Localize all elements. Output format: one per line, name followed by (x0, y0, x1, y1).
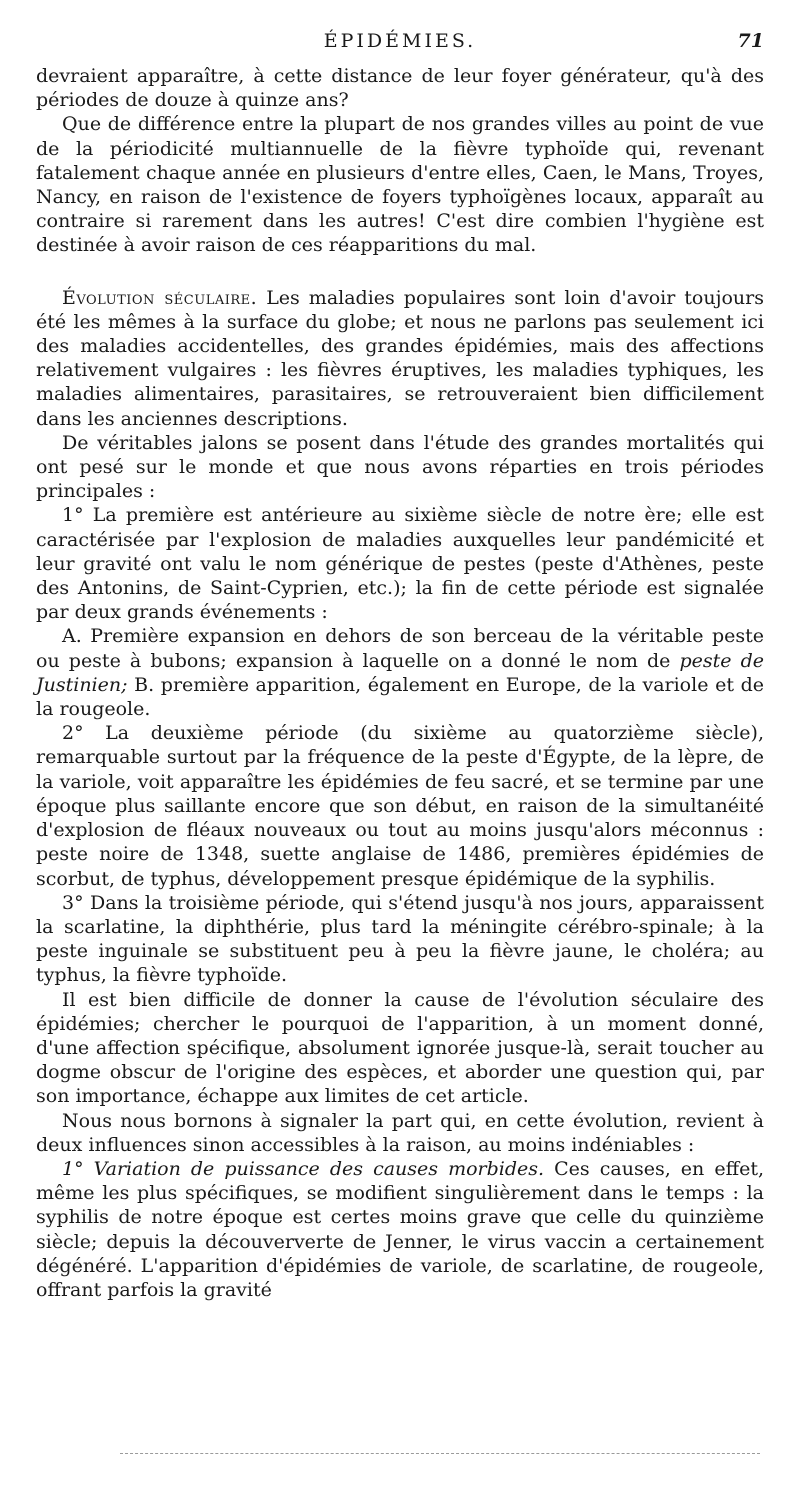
paragraph-first-period: 1° La première est antérieure au sixième siècle de notre ère; elle est caractérisée par l'explosion de maladies auxquelles leur pandémicité et leur gravité ont valu le nom générique de pestes (peste d'Athènes, peste des Antonins, de Saint-Cyprien, etc.); la fin de cette période est signalée par deux grands événements : (36, 504, 764, 624)
italic-term: peste de Justinien; (36, 649, 764, 696)
paragraph-periodicity: Que de différence entre la plupart de nos grandes villes au point de vue de la périodicité multiannuelle de la fièvre typhoïde qui, revenant fatalement chaque année en plusieurs d'entre elles, Caen, le Mans, Troyes, Nancy, en raison de l'existence de foyers typhoïgènes locaux, apparaît au contraire si rarement dans les autres! C'est dire combien l'hygiène est destinée à avoir raison de ces réapparitions du mal. (36, 113, 764, 257)
paragraph-second-period: 2° La deuxième période (du sixième au quatorzième siècle), remarquable surtout par la fréquence de la peste d'Égypte, de la lèpre, de la variole, voit apparaître les épidémies de feu sacré, et se termine par une époque plus saillante encore que son début, en raison de la simultanéité d'explosion de fléaux nouveaux ou tout au moins jusqu'alors méconnus : peste noire de 1348, suette anglaise de 1486, premières épidémies de scorbut, de typhus, développement presque épidémique de la syphilis. (36, 722, 764, 890)
paragraph-variation (36, 1157, 764, 1302)
paragraph-first-period-events (36, 624, 764, 721)
paragraph-text: Ces causes, en effet, même les plus spécifiques, se modifient singulièrement dans le temps : la syphilis de notre époque est certes moins grave que celle du quinzième siècle; depuis la découververte de Jenner, le virus vaccin a certainement dégénéré. L'apparition d'épidémies de variole, de scarlatine, de rougeole, offrant parfois la gravité (36, 1157, 765, 1301)
paragraph-evolution-seculaire (36, 286, 764, 431)
page-number: 71 (737, 30, 764, 52)
italic-term: 1° Variation de puissance des causes morbides. (62, 1157, 545, 1180)
running-title: ÉPIDÉMIES. (323, 30, 477, 52)
paragraph-text: Les maladies populaires sont loin d'avoir toujours été les mêmes à la surface du globe; et nous ne parlons pas seulement ici des maladies accidentelles, des grandes épidémies, mais des affections relativement vulgaires : les fièvres éruptives, les maladies typhiques, les maladies alimentaires, parasitaires, se retrouveraient bien difficilement dans les anciennes descriptions. (36, 286, 765, 430)
page-header (36, 30, 764, 58)
body-text (36, 64, 764, 1302)
paragraph-cause: Il est bien difficile de donner la cause de l'évolution séculaire des épidémies; chercher le pourquoi de l'apparition, à un moment donné, d'une affection spécifique, absolument ignorée jusque-là, serait toucher au dogme obscur de l'origine des espèces, et aborder une question qui, par son importance, échappe aux limites de cet article. (36, 988, 764, 1108)
paragraph-third-period: 3° Dans la troisième période, qui s'étend jusqu'à nos jours, apparaissent la scarlatine, la diphthérie, plus tard la méningite cérébro-spinale; à la peste inguinale se substituent peu à peu la fièvre jaune, le choléra; au typhus, la fièvre typhoïde. (36, 891, 764, 987)
footer-rule (120, 1453, 760, 1454)
paragraph-jalons: De véritables jalons se posent dans l'étude des grandes mortalités qui ont pesé sur le monde et que nous avons réparties en trois périodes principales : (36, 431, 764, 503)
paragraph-continuation: devraient apparaître, à cette distance de leur foyer générateur, qu'à des périodes de douze à quinze ans? (36, 65, 764, 112)
paragraph-text: A. Première expansion en dehors de son berceau de la véritable peste ou peste à bubons; expansion à laquelle on a donné le nom de (36, 625, 764, 672)
paragraph-influences: Nous nous bornons à signaler la part qui, en cette évolution, revient à deux influences sinon accessibles à la raison, au moins indéniables : (36, 1109, 764, 1156)
section-heading: Évolution séculaire. (62, 286, 258, 309)
paragraph-text: B. première apparition, également en Europe, de la variole et de la rougeole. (36, 673, 764, 721)
